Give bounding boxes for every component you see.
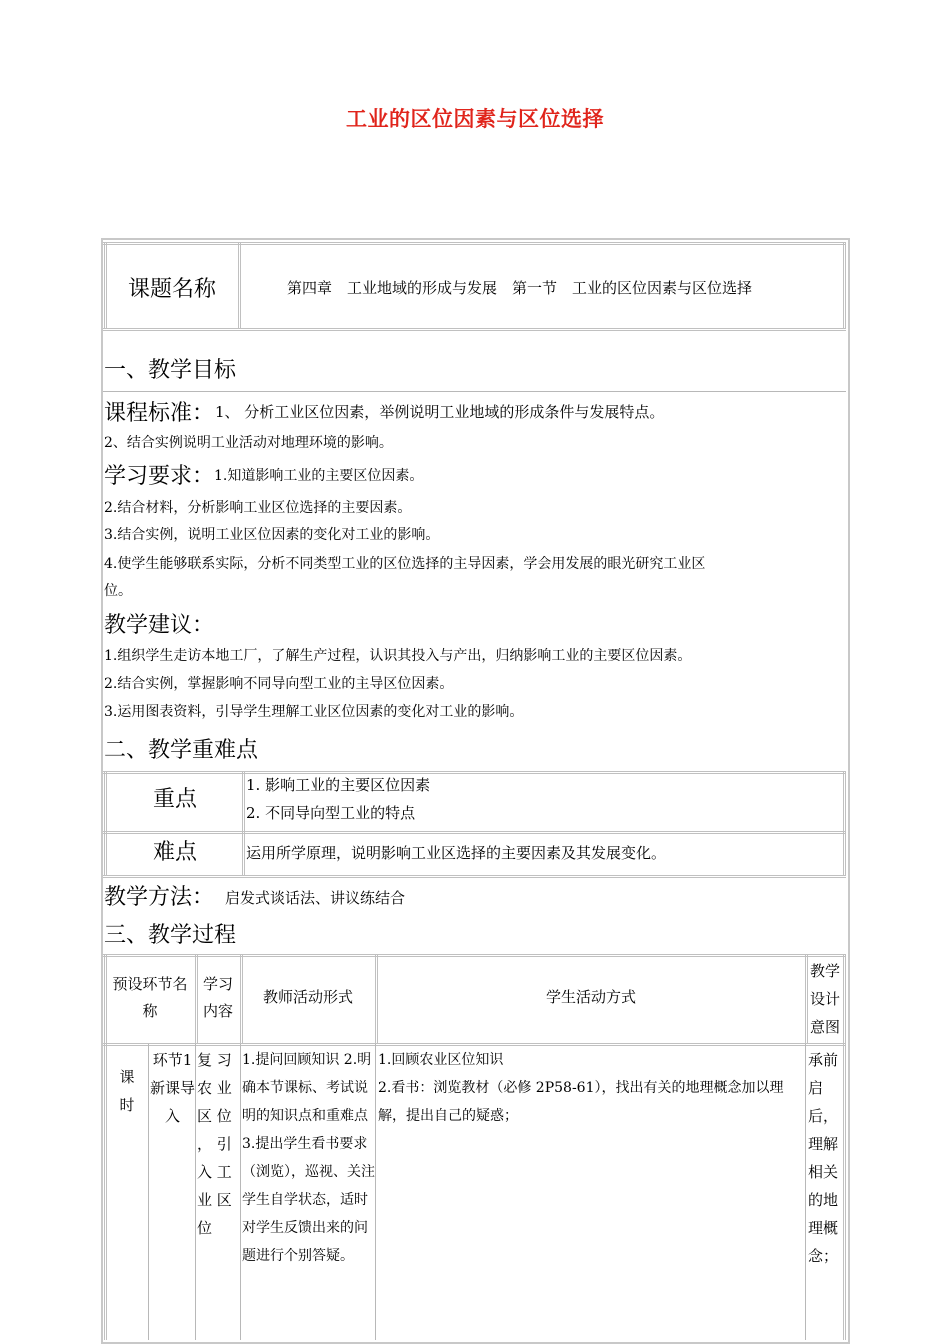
requirement-item-4: 4.使学生能够联系实际，分析不同类型工业的区位选择的主导因素，学会用发展的眼光研究工业区: [104, 556, 706, 572]
table-border: [103, 242, 846, 245]
key-points-label: 重点: [153, 787, 198, 812]
table-border: [103, 831, 846, 834]
table-border: [238, 243, 241, 329]
standard-label: 课程标准：: [104, 401, 215, 426]
requirement-item-4-cont: 位。: [104, 583, 132, 599]
table-border: [148, 1044, 149, 1340]
intent-cell: 承前启后，理解相关的地理概念；: [808, 1051, 839, 1265]
standard-item-1: 1、 分析工业区位因素，举例说明工业地域的形成条件与发展特点。: [215, 403, 665, 421]
document-title: 工业的区位因素与区位选择: [346, 106, 604, 131]
header-intent: 教学设计意图: [809, 962, 840, 1036]
section-heading-objectives: 一、教学目标: [104, 358, 237, 383]
table-border: [103, 954, 846, 957]
course-value: 第四章 工业地域的形成与发展 第一节 工业的区位因素与区位选择: [287, 279, 753, 297]
header-teacher: 教师活动形式: [262, 988, 353, 1006]
divider: [103, 391, 846, 392]
table-border: [103, 771, 846, 774]
requirement-item-1: 1.知道影响工业的主要区位因素。: [214, 468, 424, 484]
header-content: 学习内容: [202, 975, 233, 1020]
table-border: [242, 772, 245, 876]
table-border: [843, 772, 846, 876]
table-border: [375, 1044, 376, 1340]
header-student: 学生活动方式: [545, 988, 636, 1006]
key-point-1: 1. 影响工业的主要区位因素: [246, 776, 431, 794]
requirements-label: 学习要求：: [104, 464, 215, 489]
standard-item-2: 2、结合实例说明工业活动对地理环境的影响。: [104, 435, 393, 451]
advice-item-1: 1.组织学生走访本地工厂，了解生产过程，认识其投入与产出，归纳影响工业的主要区位因素。: [104, 648, 692, 664]
method-value: 启发式谈话法、讲议练结合: [225, 889, 406, 907]
table-border: [805, 1044, 806, 1340]
table-border: [104, 243, 107, 329]
table-border: [103, 328, 846, 331]
period-cell: 课时: [119, 1068, 135, 1114]
table-border: [843, 243, 846, 329]
teacher-activity-cell: 1.提问回顾知识 2.明确本节课标、考试说明的知识点和重难点 3.提出学生看书要求（浏览），巡视、关注学生自学状态，适时对学生反馈出来的问题进行个别答疑。: [242, 1052, 375, 1264]
header-stage: 预设环节名称: [112, 975, 188, 1020]
advice-label: 教学建议：: [104, 613, 215, 638]
table-border: [843, 955, 846, 1340]
table-border: [103, 875, 846, 878]
method-label: 教学方法：: [104, 885, 215, 910]
table-border: [104, 772, 107, 876]
content-cell: 复 习 农 业 区 位 ， 引 入 工 业 区位: [197, 1051, 232, 1237]
advice-item-2: 2.结合实例，掌握影响不同导向型工业的主导区位因素。: [104, 676, 454, 692]
difficulty-text: 运用所学原理，说明影响工业区选择的主要因素及其发展变化。: [246, 844, 667, 862]
student-activity-2: 2.看书：浏览教材（必修 2P58-61），找出有关的地理概念加以理解，提出自己的疑惑；: [378, 1080, 784, 1124]
requirement-item-2: 2.结合材料，分析影响工业区位选择的主要因素。: [104, 500, 412, 516]
advice-item-3: 3.运用图表资料，引导学生理解工业区位因素的变化对工业的影响。: [104, 704, 524, 720]
section-heading-key-points: 二、教学重难点: [104, 738, 259, 763]
table-border: [240, 1044, 241, 1340]
key-point-2: 2. 不同导向型工业的特点: [246, 804, 416, 822]
student-activity-1: 1.回顾农业区位知识: [378, 1052, 504, 1068]
stage-cell: 环节1 新课导入: [150, 1051, 196, 1125]
requirement-item-3: 3.结合实例，说明工业区位因素的变化对工业的影响。: [104, 527, 440, 543]
section-heading-process: 三、教学过程: [104, 923, 237, 948]
table-border: [195, 1044, 196, 1340]
course-label: 课题名称: [128, 277, 217, 302]
difficulty-label: 难点: [153, 840, 198, 865]
